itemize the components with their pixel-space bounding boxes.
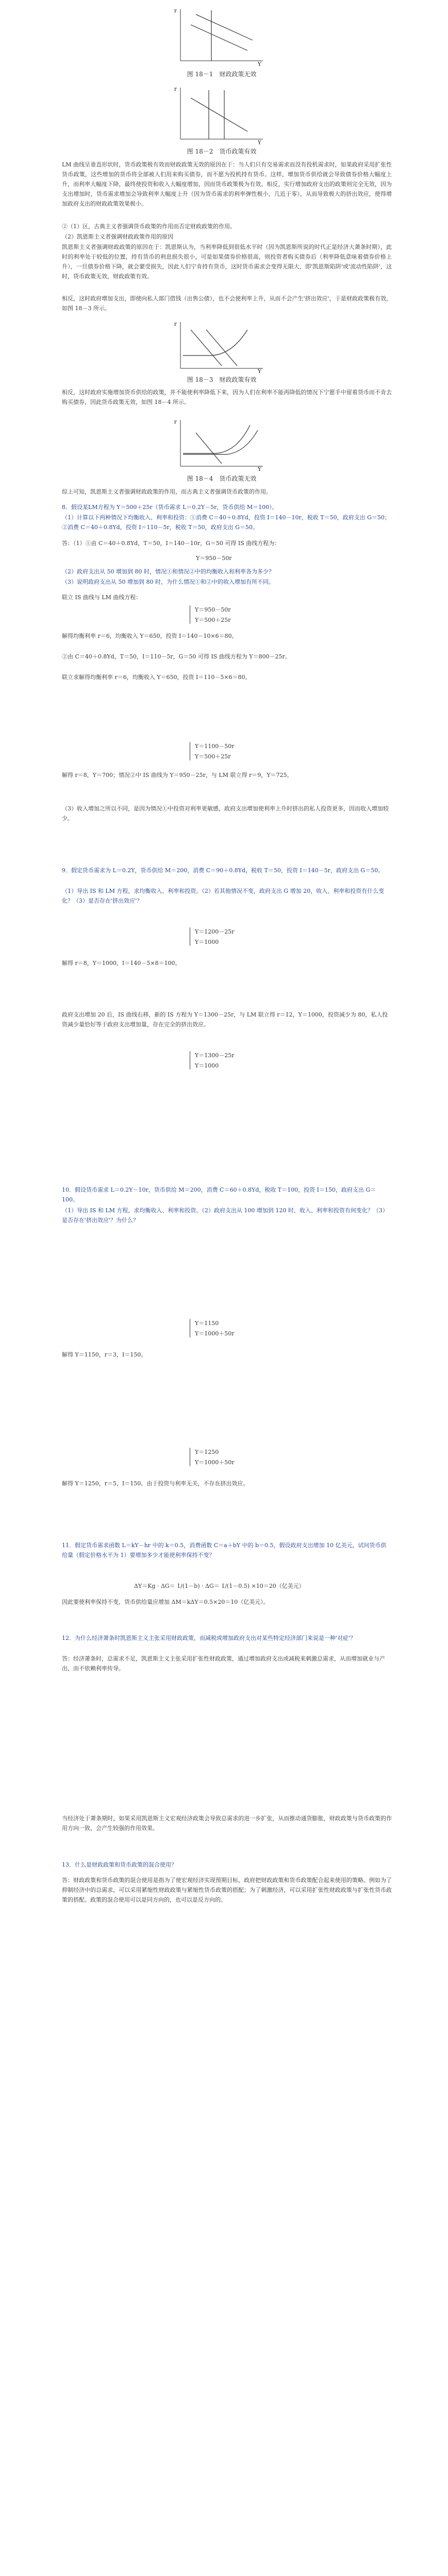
figure-18-2-graph xyxy=(165,82,268,144)
paragraph: 综上可知，凯恩斯主义者强调财政政策的作用，而古典主义者强调货币政策的作用。 xyxy=(62,488,272,495)
figure-18-1-graph xyxy=(165,4,268,66)
equation: Y＝1000＋50r xyxy=(195,1330,235,1337)
paragraph: 相反，这时政府实施增加货币供给的政策，并不能使利率降低下来，因为人们在利率不能再降低的情况下宁愿手中留着货币而不肯去购买债券，因此货币政策无效，如图 18－4 所示。 xyxy=(62,389,392,405)
figure-18-3 xyxy=(165,319,268,374)
question-10-parts: （1）导出 IS 和 LM 方程，求均衡收入、利率和投资。（2）政府支出从 100 增加到 120 时，收入、利率和投资有何变化？（3）是否存在'挤出效应'？为什么？ xyxy=(62,1207,388,1224)
equation: ΔY＝Kg · ΔG＝ 1/(1－b) · ΔG＝ 1/(1－0.5) ×10＝20（亿美元） xyxy=(134,1583,305,1589)
solution-text: 答：经济萧条时，总需求不足，凯恩斯主义主张采用扩张性财政政策，通过增加政府支出或减税来刺激总需求，从而增加就业与产出，而不依赖利率传导。 xyxy=(62,1655,385,1672)
question-12: 12．为什么经济萧条时凯恩斯主义主张采用财政政策，而减税或增加政府支出对某些特定经济部门来说是一种'对症'？ xyxy=(62,1635,356,1641)
svg-text:Y: Y xyxy=(258,62,261,66)
question-8-part-3: （3）说明政府支出从 50 增加到 80 时，为什么情况①和②中的收入增加有所不同。 xyxy=(62,579,274,585)
solution-text: 解得 Y＝1250，r＝5，I＝150。由于投资与利率无关，不存在挤出效应。 xyxy=(62,1480,249,1487)
equation: Y＝1100－50r xyxy=(195,743,235,750)
solution-text: 解得 r＝8，Y＝700；情况②中 IS 曲线为 Y＝950－25r，与 LM 联立得 r＝9，Y＝725。 xyxy=(62,772,293,778)
solution-text: 解得均衡利率 r＝6，均衡收入 Y＝650，投资 I＝140－10×6＝80。 xyxy=(62,633,238,639)
paragraph: 相反，这时政府增加支出，即使向私人部门借钱（出售公债），也不会使利率上升，从而不会产生'挤出效应'，于是财政政策极有效，如图 18－3 所示。 xyxy=(62,295,392,312)
question-8-part-1: （1）计算以下两种情况下均衡收入、利率和投资：①消费 C＝40＋0.8Yd，投资 I＝140－10r，税收 T＝50，政府支出 G＝50；②消费 C＝40＋0.8Yd，投资 I＝110－5r，税收 T＝50，政府支出 G＝50。 xyxy=(62,514,390,531)
svg-text:Y: Y xyxy=(258,467,261,471)
question-10: 10．假设货币需求 L＝0.2Y－10r，货币供给 M＝200，消费 C＝60＋0.8Yd，税收 T＝100，投资 I＝150，政府支出 G＝100。 xyxy=(62,1187,376,1203)
solution-text: ②由 C＝40＋0.8Yd，T＝50，I＝110－5r，G＝50 可得 IS 曲线方程为 Y＝800－25r。 xyxy=(62,653,291,660)
equation: Y＝1200－25r xyxy=(195,928,235,935)
question-9: 9．假定货币需求为 L＝0.2Y，货币供给 M＝200，消费 C＝90＋0.8Yd，税收 T＝50，投资 I＝140－5r，政府支出 G＝50。 xyxy=(62,867,384,874)
equation: Y＝500＋25r xyxy=(195,753,231,760)
svg-text:r: r xyxy=(174,321,177,327)
equation: Y＝1000＋50r xyxy=(195,1459,235,1466)
solution-text: 答：（1）①由 C＝40＋0.8Yd，T＝50，I＝140－10r，G＝50 可得 IS 曲线方程为： xyxy=(62,540,280,547)
figure-18-3-graph xyxy=(165,319,268,374)
equation: Y＝500＋25r xyxy=(195,617,231,623)
question-11: 11．假定货币需求函数 L＝kY－hr 中的 k＝0.5，消费函数 C＝a＋bY 中的 b＝0.5，假设政府支出增加 10 亿美元，试问货币供给量（假定价格水平为 1）要增加多少才能使利率保持不变？ xyxy=(62,1542,387,1558)
figure-18-2-caption: 图 18－2 货币政策有效 xyxy=(187,148,257,155)
equation: Y＝1150 xyxy=(195,1320,219,1327)
question-9-parts: （1）导出 IS 和 LM 方程，求均衡收入、利率和投资。（2）若其他情况不变，政府支出 G 增加 20，收入、利率和投资有什么变化？（3）是否存在'挤出效应'？ xyxy=(62,888,385,904)
equation: Y＝1000 xyxy=(195,1062,219,1069)
svg-text:Y: Y xyxy=(258,369,261,374)
solution-text: 联立 IS 曲线与 LM 曲线方程： xyxy=(62,594,142,601)
equation: Y＝1250 xyxy=(195,1449,219,1455)
figure-18-4-caption: 图 18－4 货币政策无效 xyxy=(187,475,257,482)
figure-18-3-caption: 图 18－3 财政政策有效 xyxy=(187,376,257,383)
solution-text: （3）收入增加之所以不同，是因为情况①中投资对利率更敏感，政府支出增加使利率上升时挤出的私人投资更多，因而收入增加较少。 xyxy=(62,805,389,822)
figure-18-1-caption: 图 18－1 财政政策无效 xyxy=(187,71,257,78)
svg-text:r: r xyxy=(174,87,177,92)
question-13: 13．什么是财政政策和货币政策的混合使用？ xyxy=(62,1861,177,1868)
figure-18-4-graph xyxy=(165,417,268,471)
svg-text:Y: Y xyxy=(258,140,261,144)
question-8: 8．假设某LM方程为 Y＝500＋25r（货币需求 L＝0.2Y－5r，货币供给 M＝100）。 xyxy=(62,504,278,511)
equation: Y＝1000 xyxy=(195,939,219,945)
paragraph: 凯恩斯主义者强调财政政策的原因在于：凯恩斯认为，当利率降低到很低水平时（因为凯恩斯所说的时代正是经济大萧条时期），此时的利率处于较低的位置，持有货币的利息损失很小，可是如果债券价格很高，则投资者购买债券后（利率降低意味着债券价格上升），一旦债券价格下降，就会蒙受损失，因此人们宁肯持有货币，这时货币需求会变得无限大，即'凯恩斯陷阱'或'流动性陷阱'，这时，货币政策无效，财政政策有效。 xyxy=(62,244,392,280)
svg-text:r: r xyxy=(174,8,177,14)
solution-text: 解得 Y＝1150，r＝3，I＝150。 xyxy=(62,1351,147,1358)
paragraph: ②（1）区，古典主义者强调货币政策的作用而否定财政政策的作用。 xyxy=(62,223,236,230)
equation: Y＝950－50r xyxy=(195,606,231,613)
svg-text:r: r xyxy=(174,419,177,425)
figure-18-4 xyxy=(165,417,268,471)
solution-text: 联立求解得均衡利率 r＝6，均衡收入 Y＝650，投资 I＝110－5×6＝80。 xyxy=(62,674,251,681)
equation: Y＝950－50r xyxy=(196,555,232,562)
figure-18-2 xyxy=(165,82,268,144)
solution-text: 因此要使利率保持不变，货币供给量应增加 ΔM＝kΔY＝0.5×20＝10（亿美元）。 xyxy=(62,1599,269,1605)
paragraph: 答：财政政策和货币政策的混合使用是指为了使宏观经济实现预期目标，政府把财政政策和货币政策配合起来使用的策略。例如为了抑制经济中的总需求，可以采用紧缩性财政政策与紧缩性货币政策的搭配；为了刺激经济，可以采用扩张性财政政策与扩张性货币政策的搭配。政策的混合使用可以是同方向的，也可以是反方向的。 xyxy=(62,1877,392,1903)
paragraph: 当经济处于萧条期时，如果采用凯恩斯主义宏观经济政策会导致总需求的进一步扩张，从而推动通货膨胀，财政政策与货币政策的作用方向一致，会产生较强的作用效果。 xyxy=(62,1815,392,1832)
equation: Y＝1300－25r xyxy=(195,1052,235,1059)
question-8-part-2: （2）政府支出从 50 增加到 80 时，情况①和情况②中的均衡收入和利率各为多少？ xyxy=(62,568,274,575)
solution-text: 政府支出增加 20 后，IS 曲线右移，新的 IS 方程为 Y＝1300－25r，与 LM 联立得 r＝12，Y＝1000，投资减少为 80，私人投资减少量恰好等于政府支出增加量，存在完全的挤出效应。 xyxy=(62,1011,388,1028)
figure-18-1 xyxy=(165,4,268,66)
paragraph: LM 曲线呈垂直形状时，货币政策极有效而财政政策无效的原因在于：当人们只有交易需求而没有投机需求时，如果政府采用扩张性货币政策，这些增加的货币将全部被人们用来购买债券，而不愿为投机持有货币。这样，增加货币供给就会导致债券价格大幅度上升，而利率大幅度下降，最终使投资和收入大幅度增加，因而货币政策极为有效。相反，实行增加政府支出的政策则完全无效，因为支出增加时，货币需求增加会导致利率大幅度上升（因为货币需求的利率弹性极小，几近于零），从而导致极大的挤出效应，使得增加政府支出的财政政策效果极小。 xyxy=(62,161,392,207)
solution-text: 解得 r＝8，Y＝1000，I＝140－5×8＝100。 xyxy=(62,960,181,967)
paragraph: （2）凯恩斯主义者强调财政政策作用的原因 xyxy=(62,233,173,240)
